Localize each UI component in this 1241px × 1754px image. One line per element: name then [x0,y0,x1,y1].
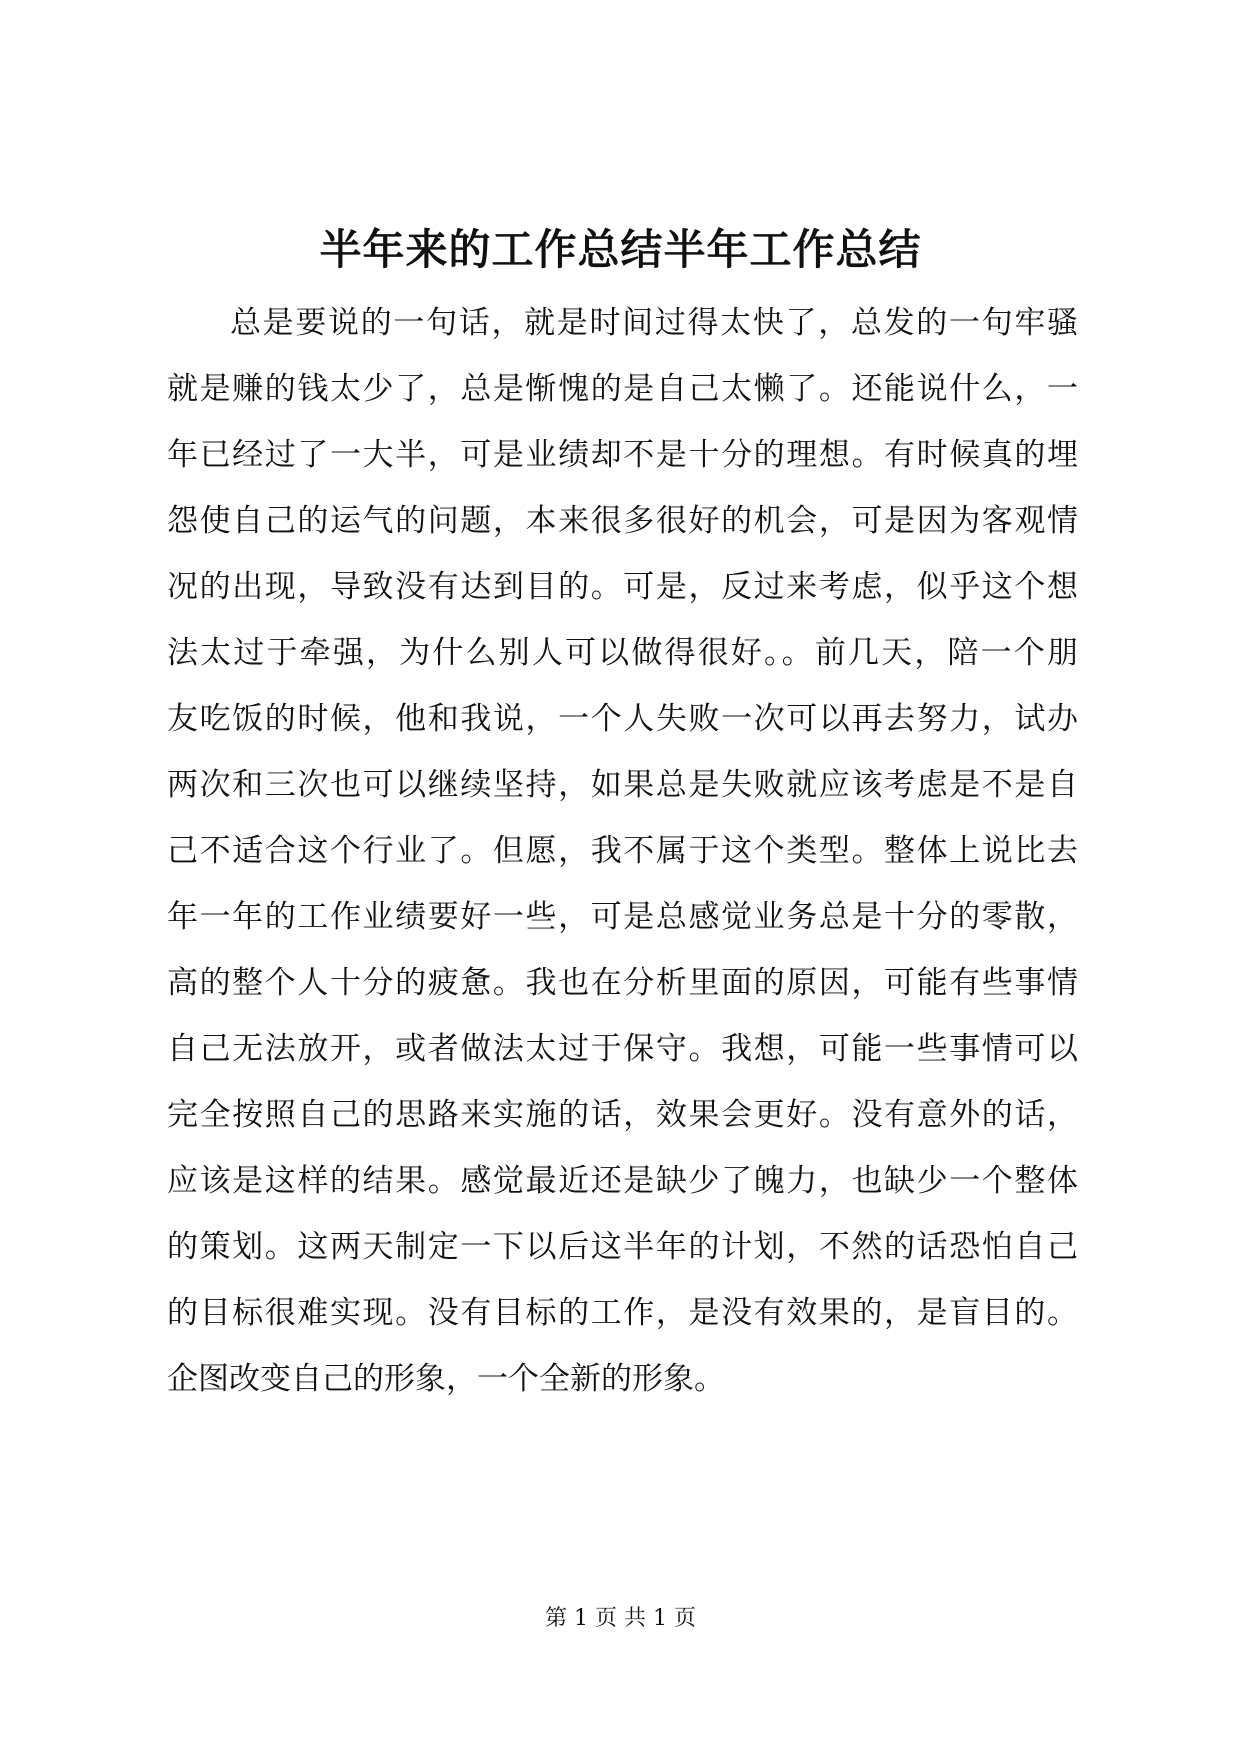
text-line: 的策划。这两天制定一下以后这半年的计划，不然的话恐怕自己 [167,1229,1078,1265]
body-paragraph [167,290,1078,1412]
page-number-footer: 第 1 页 共 1 页 [545,1606,696,1631]
text-line: 高的整个人十分的疲惫。我也在分析里面的原因，可能有些事情 [167,965,1078,1001]
text-line: 年一年的工作业绩要好一些，可是总感觉业务总是十分的零散， [167,899,1078,935]
text-line: 年已经过了一大半，可是业绩却不是十分的理想。有时候真的埋 [167,437,1078,473]
text-line: 完全按照自己的思路来实施的话，效果会更好。没有意外的话， [167,1097,1078,1133]
text-line: 的目标很难实现。没有目标的工作，是没有效果的，是盲目的。 [167,1295,1078,1331]
text-line: 应该是这样的结果。感觉最近还是缺少了魄力，也缺少一个整体 [167,1163,1078,1199]
text-line: 就是赚的钱太少了，总是惭愧的是自己太懒了。还能说什么，一 [167,371,1078,407]
document-title: 半年来的工作总结半年工作总结 [319,225,922,274]
text-line: 自己无法放开，或者做法太过于保守。我想，可能一些事情可以 [167,1031,1078,1067]
text-line: 况的出现，导致没有达到目的。可是，反过来考虑，似乎这个想 [167,569,1078,605]
text-line: 总是要说的一句话，就是时间过得太快了，总发的一句牢骚 [230,305,1078,341]
text-line: 友吃饭的时候，他和我说，一个人失败一次可以再去努力，试办 [167,701,1078,737]
text-line: 两次和三次也可以继续坚持，如果总是失败就应该考虑是不是自 [167,767,1078,803]
text-line: 企图改变自己的形象，一个全新的形象。 [167,1361,725,1397]
text-line: 怨使自己的运气的问题，本来很多很好的机会，可是因为客观情 [167,503,1078,539]
text-line: 法太过于牵强，为什么别人可以做得很好。。前几天，陪一个朋 [167,635,1078,671]
text-line: 己不适合这个行业了。但愿，我不属于这个类型。整体上说比去 [167,833,1078,869]
